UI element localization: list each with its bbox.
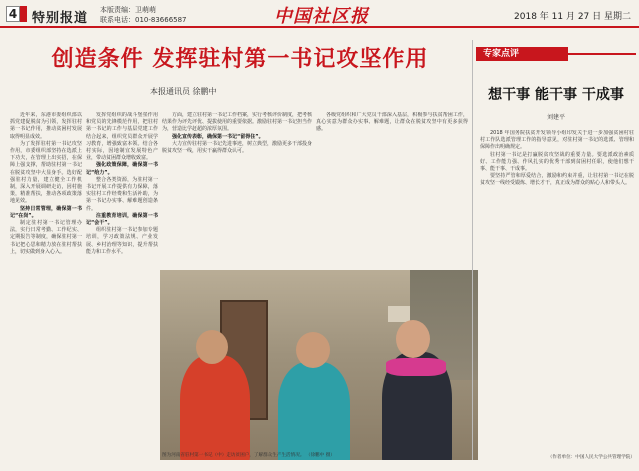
article-column-2: [86, 112, 158, 457]
editor-phone: 联系电话：010-83666587: [100, 16, 187, 24]
article-headline: 创造条件 发挥驻村第一书记攻坚作用: [51, 47, 429, 72]
photo-sign: [388, 306, 410, 322]
sidebar-body: [480, 130, 634, 450]
sidebar-paragraph: 要坚持严管和厚爱结合，激励和约束并重，让驻村第一书记在脱贫攻坚一线经受锻炼、增长才干，真正成为群众的贴心人和带头人。: [480, 173, 634, 187]
photo-person-right-head: [396, 320, 430, 358]
photo-person-center: [278, 362, 350, 460]
section-title: 特别报道: [32, 11, 89, 26]
sidebar-rule: [568, 53, 636, 55]
editor-info: [100, 5, 187, 25]
article-column-3: [162, 112, 312, 264]
photo-person-center-head: [296, 332, 330, 368]
sidebar-author: 刘建平: [546, 114, 565, 121]
sidebar-label: 专家点评: [476, 47, 568, 61]
article-subheading: 坚持日常管理，确保第一书记“在岗”。: [10, 205, 82, 219]
sidebar-footnote: （作者单位：中国人民大学公共管理学院）: [547, 455, 635, 460]
article-paragraph: 方面，建立驻村第一书记工作档案，实行考核评价制度，把考核结果作为评先评优、提拔使用的重要依据。激励驻村第一书记担当作为，营造比学赶超的浓厚氛围。: [162, 112, 312, 133]
article-paragraph: 整合各类资源，为驻村第一书记开展工作提供有力保障，落实驻村工作经费和生活补助，为第一书记办实事、解难题创造条件。: [86, 176, 158, 212]
photo-person-left: [180, 355, 250, 460]
page-number-accent: [20, 6, 27, 22]
masthead: [0, 0, 639, 28]
article-paragraph: 发挥党组织的战斗堡垒作用和党员的先锋模范作用，把驻村第一书记的工作与基层党建工作结合起来，组织党员群众开展学习教育，增强致富本领。结合各村实际，因地制宜发展特色产业，带动贫困群众增收致富。: [86, 112, 158, 162]
article-paragraph: 大力宣传驻村第一书记先进事迹，树立典型，激励更多干部投身脱贫攻坚一线，用实干赢得群众认可。: [162, 140, 312, 155]
article-column-1: [10, 112, 82, 457]
newspaper-logo: 中国社区报: [274, 6, 369, 27]
photo-person-left-head: [196, 330, 228, 364]
sidebar-title: 想干事 能干事 干成事: [488, 87, 624, 103]
issue-date: 2018 年 11 月 27 日 星期二: [514, 12, 631, 22]
article-paragraph: 为了发挥驻村第一书记攻坚作用，市委组织部坚持在选派上下功夫，在管理上出实招，在保障上强支撑，帮助驻村第一书记在脱贫攻坚中大显身手。选好配强驻村力量，建立健全工作机制，深入开展调研走访，因村施策，精准帮扶，推动各项政策落地见效。: [10, 140, 82, 205]
sidebar-paragraph: 2018 年国务院扶贫开发领导小组印发关于进一步加强贫困村驻村工作队选派管理工作的指导意见，对驻村第一书记的选派、管理和保障作出明确规定。: [480, 130, 634, 151]
article-paragraph: 组织驻村第一书记参加专题培训，学习政策法规、产业发展、乡村治理等知识，提升帮扶能力和工作水平。: [86, 227, 158, 255]
photo-caption: 图为河南省驻村第一书记（中）走访贫困户，了解群众生产生活情况。 （徐鹏中 摄）: [162, 453, 335, 458]
article-paragraph: 各级党组织和广大党员干部深入基层，积极参与扶贫帮困工作，真心实意为群众办实事、解难题，让群众在脱贫攻坚中有更多获得感。: [316, 112, 468, 133]
article-subheading: 强化宣传表彰，确保第一书记“留得住”。: [172, 133, 264, 140]
article-byline: 本报通讯员 徐鹏中: [150, 87, 217, 96]
column-divider: [472, 40, 473, 460]
article-subheading: 强化政策保障，确保第一书记“给力”。: [86, 162, 158, 176]
article-lead: 近年来，东港市委组织部以抓党建促脱贫为引领，发挥驻村第一书记作用，推动贫困村发展取得明显成效。: [10, 112, 82, 140]
photo-person-right-scarf: [386, 358, 446, 376]
article-photo: [160, 270, 478, 460]
page-number: 4: [6, 6, 20, 22]
editor-name: 本版责编：卫萌萌: [100, 6, 156, 14]
article-column-4: [316, 112, 468, 264]
sidebar-paragraph: 驻村第一书记是打赢脱贫攻坚战的重要力量。要选派政治素质好、工作能力强、作风扎实的优秀干部到贫困村任职，使他们想干事、能干事、干成事。: [480, 151, 634, 173]
article-subheading: 注重教育培训，确保第一书记“会干”。: [86, 212, 158, 227]
article-paragraph: 制定驻村第一书记管理办法，实行日常考勤、工作纪实、定期报告等制度，确保驻村第一书记把心思和精力放在驻村帮扶上，切实做到身入心入。: [10, 220, 82, 255]
